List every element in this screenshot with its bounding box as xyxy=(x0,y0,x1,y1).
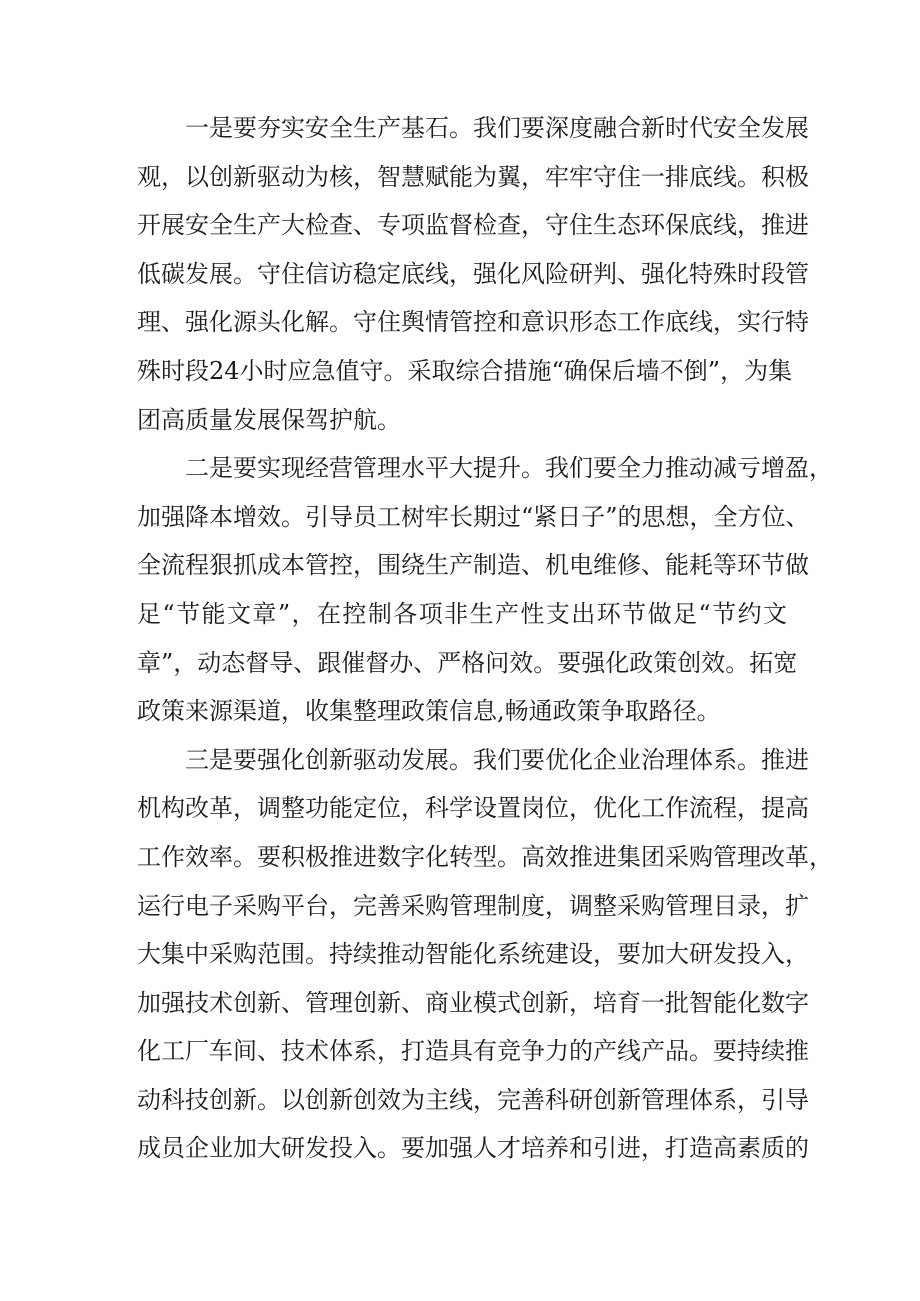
paragraph-3 xyxy=(137,736,833,1173)
text-line: 开展安全生产大检查、专项监督检查，守住生态环保底线，推进 xyxy=(137,211,809,240)
paragraph-1 xyxy=(137,104,809,444)
text-line: 工作效率。要积极推进数字化转型。高效推进集团采购管理改革， xyxy=(137,842,833,871)
text-line: 机构改革，调整功能定位，科学设置岗位，优化工作流程，提高 xyxy=(137,794,809,823)
text-line: 运行电子采购平台，完善采购管理制度，调整采购管理目录，扩 xyxy=(137,891,809,920)
document-body xyxy=(137,104,833,1173)
text-line: 章”，动态督导、跟催督办、严格问效。要强化政策创效。拓宽 xyxy=(137,648,798,677)
text-line: 大集中采购范围。持续推动智能化系统建设，要加大研发投入， xyxy=(137,940,809,969)
text-line: 殊时段24小时应急值守。采取综合措施“确保后墙不倒”，为集 xyxy=(137,356,793,385)
text-line: 三是要强化创新驱动发展。我们要优化企业治理体系。推进 xyxy=(185,745,809,774)
text-line: 理、强化源头化解。守住舆情管控和意识形态工作底线，实行特 xyxy=(137,308,809,337)
text-line: 加强技术创新、管理创新、商业模式创新，培育一批智能化数字 xyxy=(137,988,809,1017)
text-line: 化工厂车间、技术体系，打造具有竞争力的产线产品。要持续推 xyxy=(137,1037,809,1066)
text-line: 政策来源渠道，收集整理政策信息,畅通政策争取路径。 xyxy=(137,697,721,726)
text-line: 全流程狠抓成本管控，围绕生产制造、机电维修、能耗等环节做 xyxy=(137,551,809,580)
text-line: 一是要夯实安全生产基石。我们要深度融合新时代安全发展 xyxy=(185,114,809,142)
text-line: 足“节能文章”，在控制各项非生产性支出环节做足“节约文 xyxy=(137,599,787,628)
text-line: 成员企业加大研发投入。要加强人才培养和引进，打造高素质的 xyxy=(137,1134,809,1163)
text-line: 二是要实现经营管理水平大提升。我们要全力推动减亏增盈， xyxy=(185,454,833,483)
paragraph-2 xyxy=(137,444,833,736)
text-line: 观，以创新驱动为核，智慧赋能为翼，牢牢守住一排底线。积极 xyxy=(137,162,809,191)
text-line: 低碳发展。守住信访稳定底线，强化风险研判、强化特殊时段管 xyxy=(137,259,809,288)
text-line: 加强降本增效。引导员工树牢长期过“紧日子”的思想，全方位、 xyxy=(137,502,810,531)
text-line: 动科技创新。以创新创效为主线，完善科研创新管理体系，引导 xyxy=(137,1085,809,1114)
text-line: 团高质量发展保驾护航。 xyxy=(137,405,401,434)
